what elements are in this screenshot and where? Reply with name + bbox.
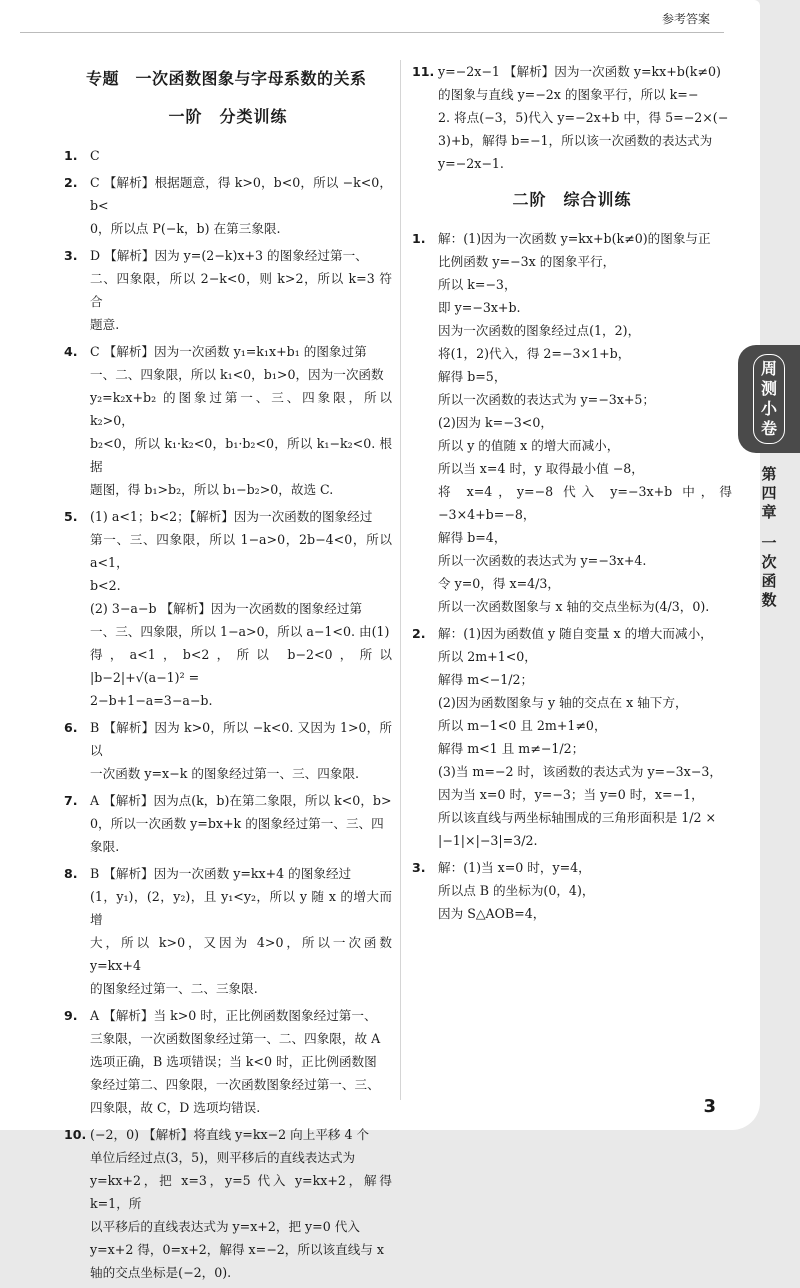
answer-line: 解得 m<−1/2； [438,672,534,687]
item-number: 9. [64,1008,78,1023]
answer-line: C 【解析】因为一次函数 y₁=k₁x+b₁ 的图象过第 [90,344,367,359]
answer-line: (1) a<1；b<2；【解析】因为一次函数的图象经过 [90,509,373,524]
item-number: 3. [64,248,78,263]
answer-line: 将 x=4，y=−8 代入 y=−3x+b 中，得 −3×4+b=−8， [438,484,732,522]
answer-line: (2)因为函数图象与 y 轴的交点在 x 轴下方， [438,695,688,710]
answer-line: (2)因为 k=−3<0， [438,415,553,430]
answer-line: 解得 b=5， [438,369,507,384]
answer-line: 一、二、四象限，所以 k₁<0，b₁>0，因为一次函数 [90,367,384,382]
answer-line: 因为 S△AOB=4， [438,906,546,921]
answer-line: 三象限，一次函数图象经过第一、二、四象限，故 A [90,1031,381,1046]
answer-line: 2−b+1−a=3−a−b. [90,693,213,708]
answer-item [412,622,732,852]
answer-line: C [90,148,100,163]
item-number: 6. [64,720,78,735]
answer-line: 即 y=−3x+b. [438,300,521,315]
side-chapter-char: 四 [761,484,777,502]
answer-item [412,227,732,618]
answer-line: 所以一次函数图象与 x 轴的交点坐标为(4/3，0). [438,599,710,614]
answer-item [64,1123,392,1284]
side-tab-char: 周 [760,359,777,378]
answer-item [412,856,732,925]
answer-line: 解：(1)因为函数值 y 随自变量 x 的增大而减小， [438,626,713,641]
answer-line: (1，y₁)，(2，y₂)，且 y₁<y₂，所以 y 随 x 的增大而增 [90,889,392,927]
answer-line: A 【解析】当 k>0 时，正比例函数图象经过第一、 [90,1008,377,1023]
answer-item [64,340,392,501]
answer-line: 题图，得 b₁>b₂，所以 b₁−b₂>0，故选 C. [90,482,334,497]
side-tab[interactable] [738,345,800,610]
item-number: 11. [412,64,435,79]
item-number: 7. [64,793,78,808]
answer-line: 第一、三、四象限，所以 1−a>0，2b−4<0，所以 a<1， [90,532,392,570]
answer-line: 所以该直线与两坐标轴围成的三角形面积是 1/2 × [438,810,717,825]
answer-item [64,862,392,1000]
answer-line: A 【解析】因为点(k，b)在第二象限，所以 k<0，b> [90,793,392,808]
answer-line: 题意. [90,317,120,332]
answer-line: 所以 y 的值随 x 的增大而减小， [438,438,620,453]
item-number: 8. [64,866,78,881]
answer-line: C 【解析】根据题意，得 k>0，b<0，所以 −k<0，b< [90,175,392,213]
column-divider [400,60,401,1100]
side-chapter-char: 第 [761,465,777,483]
answer-line: 解得 m<1 且 m≠−1/2； [438,741,585,756]
side-chapter-char: 函 [761,572,777,590]
answer-line: 四象限，故 C，D 选项均错误. [90,1100,261,1115]
answer-line: 所以 k=−3， [438,277,517,292]
right-answer-list [412,227,732,929]
answer-line: 因为当 x=0 时，y=−3；当 y=0 时，x=−1， [438,787,704,802]
answer-line: 所以 2m+1<0， [438,649,537,664]
answer-line: 所以点 B 的坐标为(0，4)， [438,883,595,898]
answer-line: (3)当 m=−2 时，该函数的表达式为 y=−3x−3， [438,764,722,779]
answer-item [64,144,392,167]
answer-line: 二、四象限，所以 2−k<0，则 k>2，所以 k=3 符合 [90,271,392,309]
answer-line: 单位后经过点(3，5)，则平移后的直线表达式为 [90,1150,356,1165]
side-tab-char: 测 [760,379,777,398]
side-chapter-char: 章 [761,503,777,521]
answer-line: B 【解析】因为 k>0，所以 −k<0. 又因为 1>0，所以 [90,720,392,758]
answer-item-11 [412,60,732,175]
answer-line: 解：(1)因为一次函数 y=kx+b(k≠0)的图象与正 [438,231,711,246]
answer-line: 比例函数 y=−3x 的图象平行， [438,254,616,269]
page-number: 3 [703,1096,716,1117]
header-divider [20,32,724,33]
answer-line: 所以 m−1<0 且 2m+1≠0， [438,718,607,733]
answer-line: B 【解析】因为一次函数 y=kx+4 的图象经过 [90,866,352,881]
side-chapter-char: 次 [761,553,777,571]
section-title-level-1: 一阶 分类训练 [168,107,288,126]
answer-line: 象经过第二、四象限，一次函数图象经过第一、三、 [90,1077,380,1092]
topic-title: 专题 一次函数图象与字母系数的关系 [86,69,367,88]
answer-line: |−1|×|−3|=3/2. [438,833,538,848]
answer-line: 因为一次函数的图象经过点(1，2)， [438,323,641,338]
answer-line: 象限. [90,839,120,854]
left-answer-list [64,144,392,1288]
item-number: 2. [64,175,78,190]
answer-line: 解：(1)当 x=0 时，y=4， [438,860,591,875]
answer-item [64,505,392,712]
answer-line: 解得 b=4， [438,530,507,545]
answer-line: 3)+b，解得 b=−1，所以该一次函数的表达式为 [438,133,713,148]
answer-line: y=x+2 得，0=x+2，解得 x=−2，所以该直线与 x [90,1242,385,1257]
answer-line: 所以一次函数的表达式为 y=−3x+5； [438,392,656,407]
right-column [412,60,732,929]
answer-line: b<2. [90,578,121,593]
header-label: 参考答案 [661,12,710,26]
answer-line: 的图象经过第一、二、三象限. [90,981,258,996]
item-number: 2. [412,626,426,641]
answer-line: (2) 3−a−b 【解析】因为一次函数的图象经过第 [90,601,363,616]
answer-item [64,171,392,240]
answer-line: y=−2x−1. [438,156,504,171]
answer-line: 以平移后的直线表达式为 y=x+2，把 y=0 代入 [90,1219,360,1234]
answer-item [64,789,392,858]
item-number: 10. [64,1127,87,1142]
answer-line: 0，所以一次函数 y=bx+k 的图象经过第一、三、四 [90,816,384,831]
answer-line: 令 y=0，得 x=4/3， [438,576,560,591]
answer-line: 所以当 x=4 时，y 取得最小值 −8， [438,461,644,476]
item-number: 4. [64,344,78,359]
answer-line: 一、三、四象限，所以 1−a>0，所以 a−1<0. 由(1) [90,624,390,639]
answer-line: D 【解析】因为 y=(2−k)x+3 的图象经过第一、 [90,248,368,263]
answer-item [64,244,392,336]
answer-item [64,716,392,785]
answer-line: y=kx+2，把 x=3，y=5 代入 y=kx+2，解得 k=1，所 [90,1173,392,1211]
answer-line: b₂<0，所以 k₁·k₂<0，b₁·b₂<0，所以 k₁−k₂<0. 根据 [90,436,392,474]
answer-line: 轴的交点坐标是(−2，0). [90,1265,232,1280]
answer-line: 2. 将点(−3，5)代入 y=−2x+b 中，得 5=−2×(− [438,110,729,125]
answer-line: 所以一次函数的表达式为 y=−3x+4. [438,553,647,568]
answer-line: 0，所以点 P(−k，b) 在第三象限. [90,221,281,236]
left-column [64,60,392,1288]
side-chapter-char: 一 [761,534,777,552]
side-tab-char: 小 [760,399,777,418]
side-tab-weekly-quiz[interactable] [738,345,800,453]
answer-line: 大，所以 k>0，又因为 4>0，所以一次函数 y=kx+4 [90,935,392,973]
answer-line: 的图象与直线 y=−2x 的图象平行，所以 k=− [438,87,699,102]
answer-item [64,1004,392,1119]
side-tab-char: 卷 [760,419,777,438]
answer-line: y₂=k₂x+b₂ 的图象过第一、三、四象限，所以 k₂>0， [90,390,392,428]
section-title-level-2: 二阶 综合训练 [512,190,632,209]
answer-line: 将(1，2)代入，得 2=−3×1+b， [438,346,631,361]
item-number: 1. [412,231,426,246]
side-tab-label [753,354,785,444]
answer-line: 得，a<1，b<2，所以 b−2<0，所以 |b−2|+√(a−1)² = [90,647,392,685]
answer-line: (−2，0) 【解析】将直线 y=kx−2 向上平移 4 个 [90,1127,370,1142]
answer-line: 选项正确，B 选项错误；当 k<0 时，正比例函数图 [90,1054,377,1069]
side-chapter-label [738,465,800,610]
side-chapter-char: 数 [761,591,777,609]
item-number: 5. [64,509,78,524]
item-number: 1. [64,148,78,163]
answer-line: 一次函数 y=x−k 的图象经过第一、三、四象限. [90,766,360,781]
answer-line: y=−2x−1 【解析】因为一次函数 y=kx+b(k≠0) [438,64,721,79]
item-number: 3. [412,860,426,875]
